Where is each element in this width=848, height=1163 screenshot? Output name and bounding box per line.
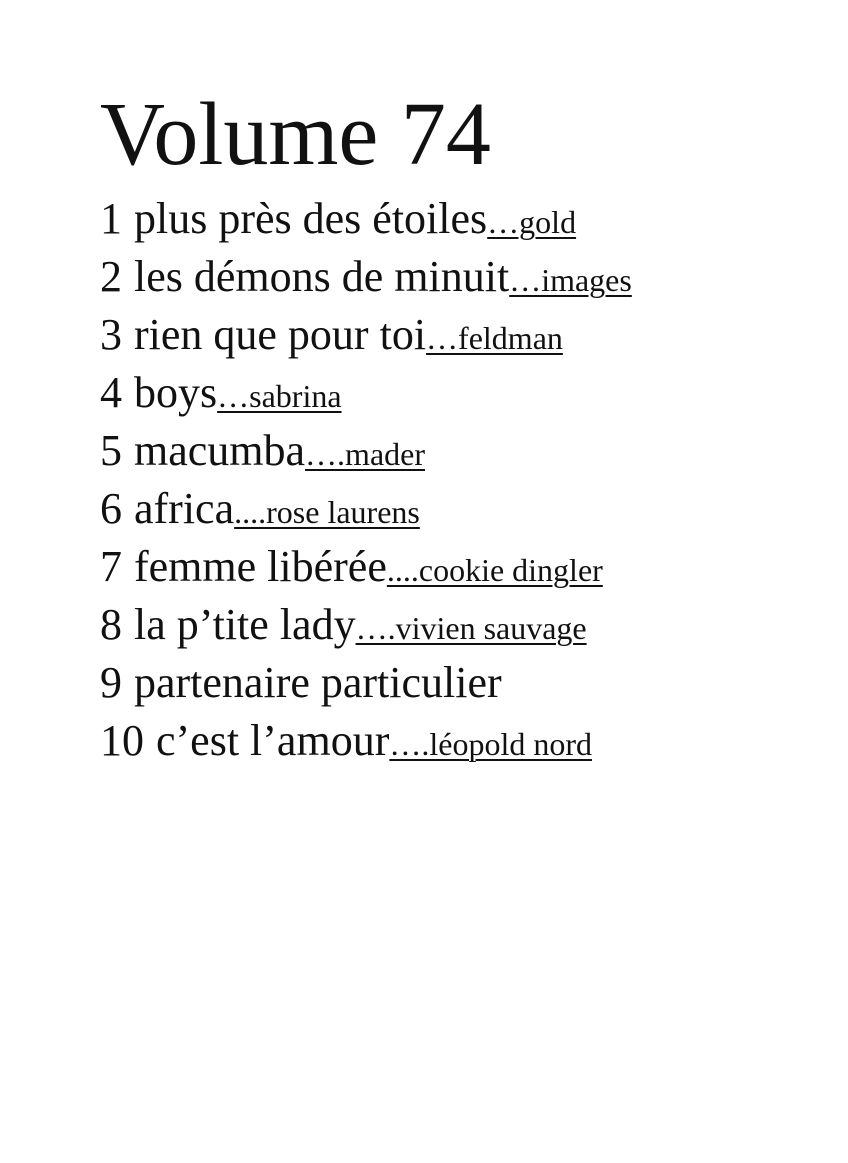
track-item [100,364,632,422]
track-artist: ….léopold nord [389,726,592,762]
track-number: 1 [100,194,122,243]
track-number: 9 [100,658,122,707]
track-item [100,248,632,306]
track-title: les démons de minuit [134,252,510,301]
track-artist: ....rose laurens [234,494,420,530]
track-number: 5 [100,426,122,475]
track-number: 10 [100,716,144,765]
page-title: Volume 74 [100,85,491,184]
track-title: c’est l’amour [156,716,390,765]
track-title: africa [134,484,235,533]
track-artist: …feldman [426,320,563,356]
track-title: rien que pour toi [134,310,427,359]
track-item [100,712,632,770]
track-title: femme libérée [134,542,387,591]
track-item [100,422,632,480]
track-item [100,538,632,596]
track-artist: ….mader [305,436,425,472]
track-number: 4 [100,368,122,417]
track-title: partenaire particulier [134,658,502,707]
track-artist: ….vivien sauvage [355,610,587,646]
track-number: 7 [100,542,122,591]
track-item [100,190,632,248]
track-number: 3 [100,310,122,359]
track-item [100,596,632,654]
track-title: plus près des étoiles [134,194,488,243]
track-number: 8 [100,600,122,649]
track-title: la p’tite lady [134,600,356,649]
track-artist: ....cookie dingler [386,552,603,588]
track-title: boys [134,368,218,417]
track-number: 6 [100,484,122,533]
track-artist: …gold [487,204,577,240]
track-title: macumba [134,426,306,475]
track-number: 2 [100,252,122,301]
track-item [100,480,632,538]
track-item [100,654,632,712]
track-artist: …images [509,262,632,298]
track-list [100,190,632,770]
track-artist: …sabrina [217,378,342,414]
track-item [100,306,632,364]
